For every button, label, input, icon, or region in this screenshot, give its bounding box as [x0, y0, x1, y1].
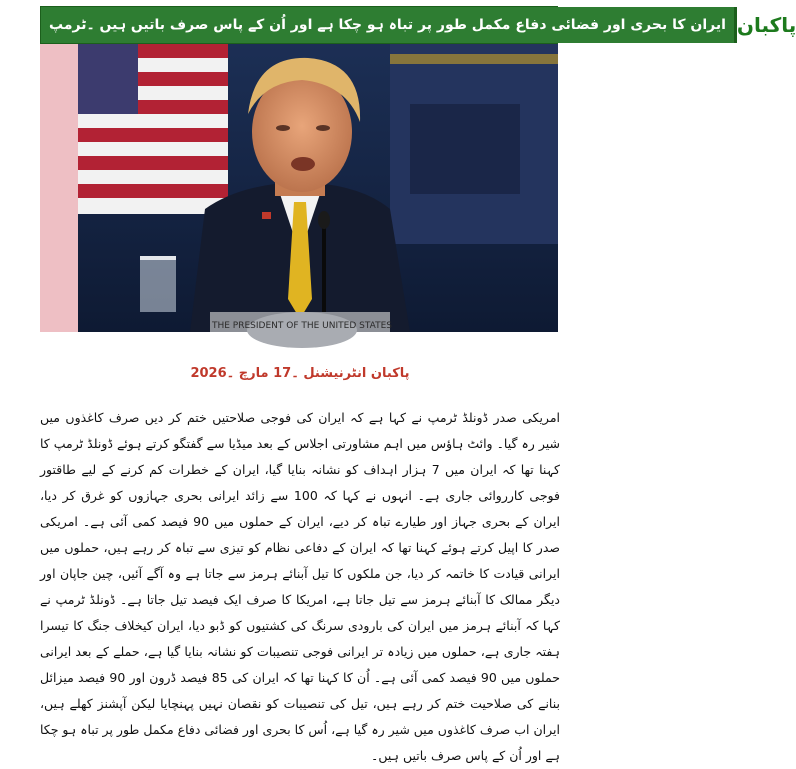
- headline: ایران کا بحری اور فضائی دفاع مکمل طور پر تباہ ہو چکا ہے اور اُن کے پاس صرف باتیں ہیں ۔ٹرمپ: [41, 7, 734, 43]
- dateline: پاکبان انٹرنیشنل ۔17 مارچ ۔2026: [190, 366, 410, 381]
- brand-logo: پاکبان: [734, 7, 796, 43]
- article-body: امریکی صدر ڈونلڈ ٹرمپ نے کہا ہے کہ ایران کی فوجی صلاحتیں ختم کر دیں صرف کاغذوں میں شیر رہ گیا۔ وائٹ ہاؤس میں اہم مشاورتی اجلاس کے بعد میڈیا سے گفتگو کرتے ہوئے ڈونلڈ ٹرمپ کا کہنا تھا کہ ایران میں 7 ہزار اہداف کو نشانہ بنایا گیا، ایران کے خطرات کم کرنے کے لیے طاقتور فوجی کارروائی جاری ہے۔ انہوں نے کہا کہ 100 سے زائد ایرانی بحری جہازوں کو غرق کر دیا، ایران کے بحری جہاز اور طیارے تباہ کر دیے، ایران کے حملوں میں 90 فیصد کمی آئی ہے۔ امریکی صدر کا اپیل کرتے ہوئے کہنا تھا کہ ایران کے دفاعی نظام کو تیزی سے تباہ کر رہے ہیں، حملوں میں ایرانی قیادت کا خاتمہ کر دیا، جن ملکوں کا تیل آبنائے ہرمز سے جاتا ہے وہ آگے آئیں، چین جاپان اور دیگر ممالک کا آبنائے ہرمز سے تیل جاتا ہے، امریکا کا صرف ایک فیصد تیل جاتا ہے۔ ڈونلڈ ٹرمپ نے کہا کہ آبنائے ہرمز میں ایران کی بارودی سرنگ کی کشتیوں کو ڈبو دیا، ایران کیخلاف جنگ کا تیسرا ہفتہ جاری ہے، حملوں میں زیادہ تر ایرانی فوجی تنصیبات کو نشانہ بنایا گیا ہے، حملے کے بعد ایرانی حملوں میں 90 فیصد کمی آئی ہے۔ اُن کا کہنا تھا کہ ایران کی 85 فیصد ڈرون اور 90 فیصد میزائل بنانے کی صلاحیت ختم کر رہے ہیں، تیل کی تنصیبات کو نقصان نہیں پہنچایا لیکن آپشنز کھلے ہیں، ایران اب صرف کاغذوں میں شیر رہ گیا ہے، اُس کا بحری اور فضائی دفاع مکمل طور پر تباہ ہو چکا ہے اور اُن کے پاس صرف باتیں ہیں۔: [40, 410, 560, 763]
- podium-seal-text: THE PRESIDENT OF THE UNITED STATES: [211, 321, 393, 331]
- header-bar: [40, 6, 796, 44]
- news-photo: [40, 44, 558, 332]
- news-photo-art: [40, 44, 558, 332]
- us-flag-left: [78, 44, 228, 214]
- flag-right: [390, 44, 558, 244]
